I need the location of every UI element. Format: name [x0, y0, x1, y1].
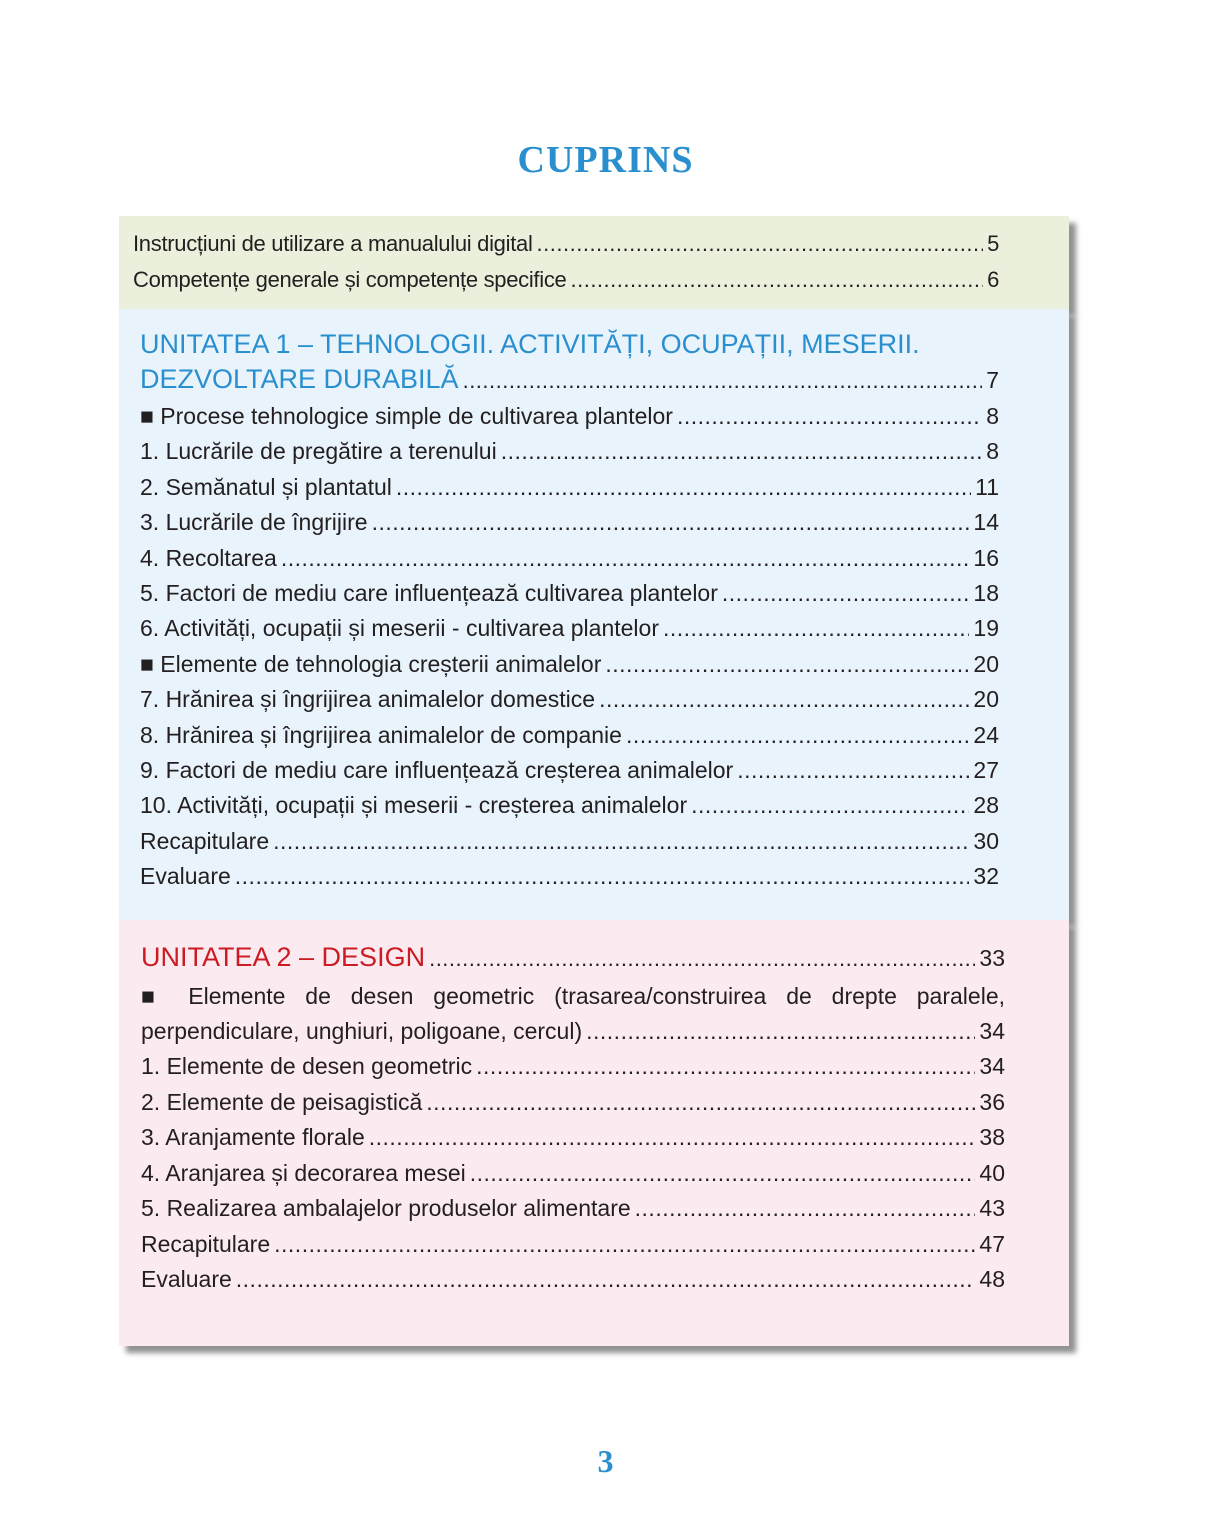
unit1-heading[interactable] [140, 362, 999, 398]
toc-entry-page: 40 [979, 1159, 1005, 1186]
toc-entry-multiline-first[interactable]: ■ Elemente de desen geometric (trasarea/construirea de drepte paralele, [141, 983, 1005, 1009]
toc-entry-text: 3. Lucrările de îngrijire [140, 509, 368, 536]
toc-entry-text: perpendiculare, unghiuri, poligoane, cercul) [141, 1018, 583, 1044]
toc-entry-page: 27 [973, 757, 999, 783]
unit1-section [119, 309, 1069, 920]
toc-entry[interactable] [141, 1017, 1005, 1045]
toc-entry-text: ■ Elemente de tehnologia creșterii animalelor [140, 650, 602, 677]
toc-entry-page: 20 [973, 650, 999, 677]
toc-entry-page: 47 [979, 1230, 1005, 1257]
page-number: 3 [597, 1443, 614, 1479]
toc-entry[interactable] [141, 1194, 1005, 1222]
toc-entry-page: 11 [975, 473, 999, 500]
toc-entry-page: 48 [979, 1266, 1005, 1292]
toc-entry[interactable] [141, 1159, 1005, 1187]
intro-section [119, 216, 1069, 309]
toc-entry-text: 5. Factori de mediu care influențează cultivarea plantelor [140, 580, 718, 606]
toc-entry[interactable] [140, 508, 999, 536]
leader-dots [463, 364, 983, 398]
leader-dots [691, 791, 969, 819]
toc-entry-text: 1. Elemente de desen geometric [141, 1053, 473, 1079]
toc-entry[interactable] [140, 614, 999, 642]
toc-entry-page: 6 [987, 267, 999, 292]
leader-dots [426, 1088, 975, 1116]
toc-entry[interactable] [141, 1265, 1005, 1293]
toc-entry[interactable] [140, 437, 999, 465]
toc-entry-page: 38 [979, 1124, 1005, 1150]
leader-dots [626, 721, 969, 749]
leader-dots [470, 1159, 976, 1187]
leader-dots [429, 942, 975, 976]
toc-entry-page: 34 [979, 1053, 1005, 1079]
toc-entry-text: 5. Realizarea ambalajelor produselor alimentare [141, 1195, 631, 1221]
unit2-heading-text: UNITATEA 2 – DESIGN [141, 942, 426, 972]
toc-entry-page: 32 [973, 863, 999, 890]
leader-dots [476, 1052, 975, 1080]
toc-entry[interactable] [133, 230, 999, 258]
toc-entry[interactable] [140, 544, 999, 572]
toc-entry-page: 19 [973, 615, 999, 642]
toc-entry-page: 24 [973, 721, 999, 748]
leader-dots [372, 508, 970, 536]
leader-dots [501, 437, 982, 465]
leader-dots [570, 266, 983, 294]
leader-dots [236, 1265, 976, 1293]
leader-dots [737, 756, 969, 784]
leader-dots [663, 614, 969, 642]
toc-entry-text: 2. Elemente de peisagistică [141, 1088, 423, 1115]
toc-entry-text: Recapitulare [141, 1230, 271, 1257]
toc-entry[interactable] [141, 1052, 1005, 1080]
leader-dots [273, 827, 969, 855]
toc-entry-page: 20 [973, 686, 999, 713]
leader-dots [677, 402, 982, 430]
toc-entry-page: 5 [987, 231, 999, 256]
leader-dots [274, 1230, 975, 1258]
toc-entry-text: Instrucțiuni de utilizare a manualului digital [133, 231, 533, 256]
toc-entry[interactable] [140, 862, 999, 890]
toc-entry-page: 7 [986, 367, 999, 393]
toc-entry[interactable] [140, 579, 999, 607]
toc-entry[interactable] [140, 791, 999, 819]
toc-entry[interactable] [140, 756, 999, 784]
toc-entry-text: Recapitulare [140, 827, 270, 854]
unit1-heading-line2: DEZVOLTARE DURABILĂ [140, 364, 459, 394]
toc-entry-text: 7. Hrănirea și îngrijirea animalelor domestice [140, 686, 596, 713]
toc-entry[interactable] [141, 1230, 1005, 1258]
toc-entry[interactable] [140, 685, 999, 713]
toc-entry-text: 3. Aranjamente florale [141, 1124, 365, 1150]
toc-entry-text: 6. Activități, ocupații și meserii - cultivarea plantelor [140, 615, 659, 642]
unit2-heading[interactable] [141, 940, 1005, 976]
toc-entry[interactable] [141, 1088, 1005, 1116]
toc-entry-page: 33 [979, 945, 1005, 971]
toc-entry-page: 18 [973, 580, 999, 606]
toc-entry-page: 36 [979, 1088, 1005, 1115]
toc-entry-page: 30 [973, 827, 999, 854]
toc-entry-text: 9. Factori de mediu care influențează creșterea animalelor [140, 757, 734, 783]
toc-entry-text: 4. Aranjarea și decorarea mesei [141, 1159, 466, 1186]
leader-dots [605, 650, 969, 678]
toc-entry[interactable] [140, 721, 999, 749]
leader-dots [281, 544, 970, 572]
leader-dots [586, 1017, 975, 1045]
toc-entry-text: 10. Activități, ocupații și meserii - creșterea animalelor [140, 792, 688, 819]
toc-entry[interactable] [140, 402, 999, 430]
toc-entry[interactable] [140, 650, 999, 678]
toc-entry-page: 43 [979, 1195, 1005, 1221]
toc-entry-text: 4. Recoltarea [140, 544, 277, 571]
toc-entry-page: 8 [986, 438, 999, 465]
toc-entry[interactable] [133, 266, 999, 294]
unit2-section [119, 920, 1069, 1346]
toc-entry-text: ■ Procese tehnologice simple de cultivarea plantelor [140, 403, 673, 429]
leader-dots [369, 1123, 976, 1151]
leader-dots [599, 685, 969, 713]
toc-entry-page: 14 [973, 509, 999, 536]
toc-entry-page: 16 [973, 544, 999, 571]
leader-dots [722, 579, 970, 607]
toc-entry-page: 8 [986, 403, 999, 429]
toc-entry[interactable] [141, 1123, 1005, 1151]
toc-entry-text: Competențe generale și competențe specifice [133, 267, 567, 292]
toc-entry-text: 8. Hrănirea și îngrijirea animalelor de companie [140, 721, 622, 748]
leader-dots [635, 1194, 976, 1222]
toc-entry-text: Evaluare [141, 1266, 232, 1292]
page-title: CUPRINS [517, 139, 694, 181]
toc-entry-page: 34 [979, 1018, 1005, 1044]
leader-dots [396, 473, 971, 501]
toc-entry-page: 28 [973, 792, 999, 819]
toc-entry-text: 1. Lucrările de pregătire a terenului [140, 438, 497, 465]
toc-entry[interactable] [140, 473, 999, 501]
toc-entry-text: Evaluare [140, 863, 231, 890]
leader-dots [537, 230, 984, 258]
toc-entry[interactable] [140, 827, 999, 855]
unit1-heading-line1[interactable]: UNITATEA 1 – TEHNOLOGII. ACTIVITĂȚI, OCUPAȚII, MESERII. [140, 329, 920, 359]
toc-entry-text: 2. Semănatul și plantatul [140, 473, 392, 500]
leader-dots [235, 862, 970, 890]
